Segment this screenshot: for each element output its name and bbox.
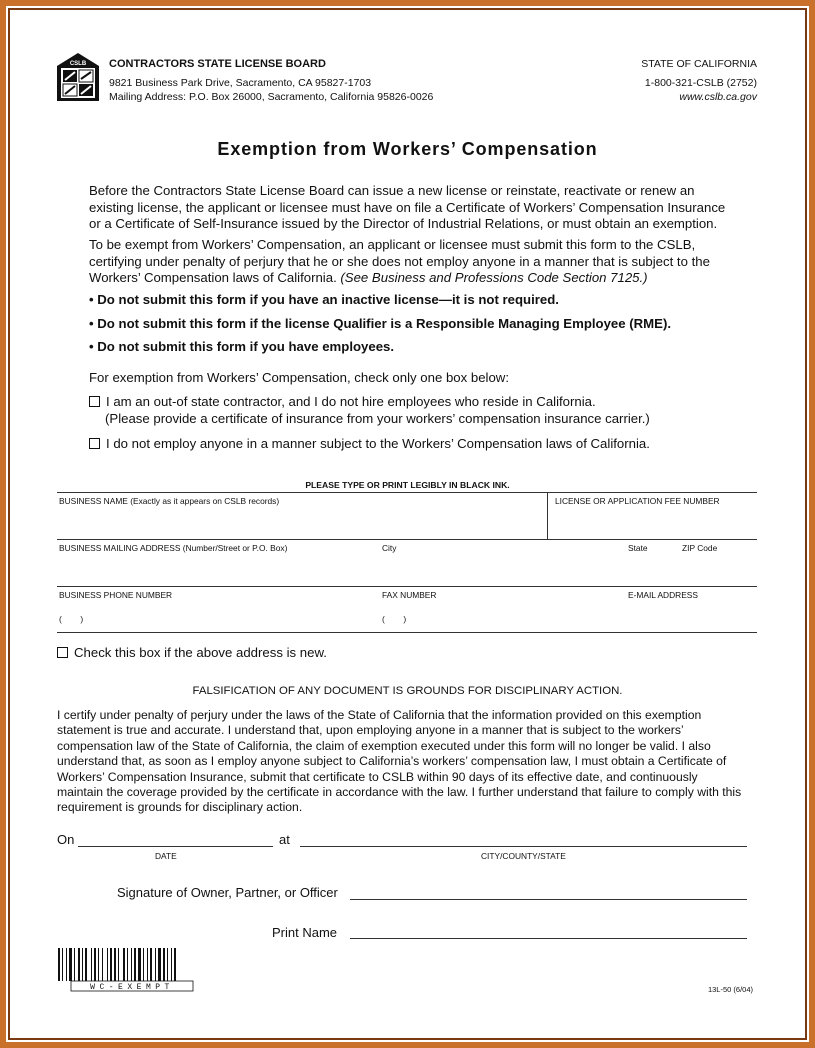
barcode-bar — [102, 948, 103, 981]
bullet-employees: • Do not submit this form if you have employees. — [89, 339, 395, 354]
barcode-bar — [167, 948, 168, 981]
option-out-of-state-note: (Please provide a certificate of insurance from your workers’ compensation insurance carrier.) — [105, 411, 650, 426]
zip-code-label: ZIP Code — [682, 543, 718, 553]
falsification-notice: FALSIFICATION OF ANY DOCUMENT IS GROUNDS FOR DISCIPLINARY ACTION. — [192, 685, 623, 697]
license-number-field[interactable] — [550, 508, 756, 538]
state-label: STATE OF CALIFORNIA — [641, 58, 757, 70]
business-name-field[interactable] — [57, 508, 545, 538]
barcode-bar — [94, 948, 96, 981]
fax-area-code: ( ) — [382, 614, 407, 624]
barcode-bar — [107, 948, 108, 981]
barcode-bar — [134, 948, 136, 981]
barcode-bar — [158, 948, 161, 981]
print-name-field[interactable] — [350, 921, 747, 938]
bullet-rme: • Do not submit this form if the license Qualifier is a Responsible Managing Employee (RME). — [89, 316, 672, 331]
email-field[interactable] — [625, 602, 756, 631]
barcode-bar — [114, 948, 116, 981]
signature-label: Signature of Owner, Partner, or Officer — [117, 885, 338, 900]
barcode-bar — [78, 948, 80, 981]
barcode-bar — [82, 948, 83, 981]
on-label: On — [57, 832, 75, 847]
form-top-rule — [57, 492, 757, 493]
barcode-bar — [155, 948, 156, 981]
form-title: Exemption from Workers’ Compensation — [217, 139, 598, 159]
form-rule-4 — [57, 632, 757, 633]
phone-area-code: ( ) — [59, 614, 84, 624]
city-label: City — [382, 543, 397, 553]
barcode-bar — [127, 948, 128, 981]
barcode-bar — [123, 948, 125, 981]
barcode-bar — [174, 948, 176, 981]
location-field[interactable] — [300, 830, 747, 846]
date-caption: DATE — [155, 851, 177, 861]
license-number-label: LICENSE OR APPLICATION FEE NUMBER — [555, 496, 720, 506]
logo-text: CSLB — [69, 61, 87, 67]
new-address-label: Check this box if the above address is new. — [74, 645, 327, 660]
option-out-of-state-checkbox[interactable] — [89, 396, 100, 407]
form-rule-3 — [57, 586, 757, 587]
signature-line — [350, 899, 747, 900]
date-field[interactable] — [78, 830, 273, 846]
barcode-bar — [66, 948, 67, 981]
option-out-of-state — [89, 394, 596, 411]
cslb-logo — [56, 52, 100, 102]
barcode-bar — [110, 948, 112, 981]
barcode-bar — [118, 948, 119, 981]
barcode-bar — [85, 948, 87, 981]
print-name-line — [350, 938, 747, 939]
intro-paragraph-1: Before the Contractors State License Board can issue a new license or reinstate, reactivate or renew an existing license, the applicant or licensee must have on file a Certificate of Workers’ Compensation Insurance or a Certificate of Self-Insurance issued by the Director of Industrial Relations, or must obtain an exemption. — [89, 183, 726, 231]
option-no-employees-checkbox[interactable] — [89, 438, 100, 449]
barcode — [57, 948, 207, 992]
at-label: at — [279, 832, 290, 847]
form-number: 13L-50 (6/04) — [707, 985, 753, 994]
form-instructions: PLEASE TYPE OR PRINT LEGIBLY IN BLACK INK. — [305, 480, 510, 490]
barcode-bar — [138, 948, 141, 981]
mailing-address-field[interactable] — [57, 555, 377, 585]
barcode-bar — [150, 948, 152, 981]
barcode-bar — [69, 948, 72, 981]
certification-statement: I certify under penalty of perjury under the laws of the State of California that the information provided on this exemption statement is true and accurate. I understand that, upon employing anyone in a manner that is subject to the workers’ compensation law of the State of California, the claim of exemption executed under this form will no longer be valid. I also understand that, as soon as I employ anyone subject to California’s workers’ compensation law, I must obtain a Certificate of Workers’ Compensation Insurance, submit that certificate to CSLB within 90 days of its effective date, and continuously maintain the coverage provided by the certificate in accordance with the law. I further understand that failure to comply with this requirement is grounds for disciplinary action. — [57, 708, 742, 815]
option-no-employees — [89, 436, 650, 453]
bullet-inactive-license: • Do not submit this form if you have an inactive license—it is not required. — [89, 292, 559, 307]
fax-label: FAX NUMBER — [382, 590, 437, 600]
board-phone: 1-800-321-CSLB (2752) — [644, 77, 757, 89]
email-label: E-MAIL ADDRESS — [628, 590, 698, 600]
barcode-bar — [91, 948, 92, 981]
board-mailing-address: Mailing Address: P.O. Box 26000, Sacramento, California 95826-0026 — [109, 91, 434, 103]
barcode-bar — [143, 948, 144, 981]
signature-field[interactable] — [350, 882, 747, 899]
barcode-bar — [163, 948, 165, 981]
zip-code-field[interactable] — [680, 555, 756, 585]
date-line — [78, 846, 273, 847]
print-name-label: Print Name — [272, 925, 338, 940]
location-caption: CITY/COUNTY/STATE — [481, 851, 566, 861]
barcode-text: WC-EXEMPT — [90, 983, 174, 992]
option-out-of-state-label: I am an out-of state contractor, and I do not hire employees who reside in California. — [106, 394, 596, 409]
board-name: CONTRACTORS STATE LICENSE BOARD — [109, 58, 326, 70]
check-instructions: For exemption from Workers’ Compensation, check only one box below: — [89, 370, 509, 385]
intro-paragraph-2 — [89, 237, 729, 287]
barcode-bar — [98, 948, 99, 981]
new-address-option — [57, 645, 327, 662]
option-no-employees-label: I do not employ anyone in a manner subject to the Workers’ Compensation laws of California. — [106, 436, 650, 451]
barcode-bar — [62, 948, 63, 981]
board-address: 9821 Business Park Drive, Sacramento, CA 95827-1703 — [109, 77, 372, 89]
mailing-address-label: BUSINESS MAILING ADDRESS (Number/Street or P.O. Box) — [59, 543, 288, 553]
board-website: www.cslb.ca.gov — [679, 91, 757, 103]
intro-code-reference: (See Business and Professions Code Section 7125.) — [340, 270, 648, 285]
barcode-bar — [58, 948, 60, 981]
barcode-bar — [74, 948, 75, 981]
phone-field[interactable] — [57, 602, 377, 631]
fax-field[interactable] — [380, 602, 620, 631]
business-name-label: BUSINESS NAME (Exactly as it appears on CSLB records) — [59, 496, 280, 506]
barcode-bar — [131, 948, 132, 981]
state-field[interactable] — [625, 555, 675, 585]
location-line — [300, 846, 747, 847]
form-divider-license — [547, 492, 548, 539]
city-field[interactable] — [380, 555, 620, 585]
barcode-bar — [171, 948, 172, 981]
intro-paragraph-2-text: To be exempt from Workers’ Compensation, an applicant or licensee must submit this form to the CSLB, certifying under penalty of perjury that he or she does not employ anyone in a manner that is subject to the Workers’ Compensation laws of California. — [89, 237, 710, 285]
state-field-label: State — [628, 543, 648, 553]
barcode-bar — [147, 948, 148, 981]
form-rule-2 — [57, 539, 757, 540]
phone-label: BUSINESS PHONE NUMBER — [59, 590, 173, 600]
new-address-checkbox[interactable] — [57, 647, 68, 658]
